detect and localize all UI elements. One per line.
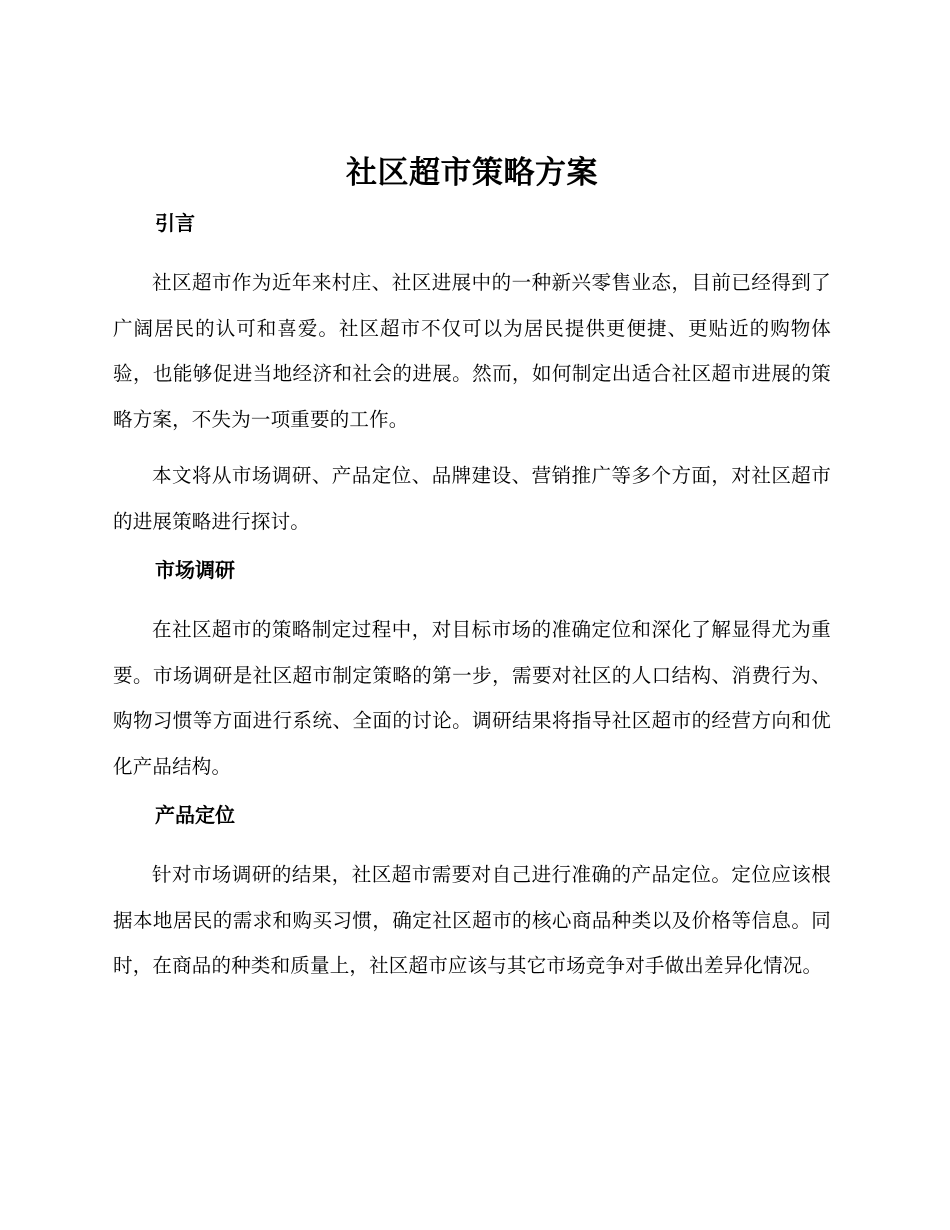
paragraph: 针对市场调研的结果，社区超市需要对自己进行准确的产品定位。定位应该根据本地居民的需求和购买习惯，确定社区超市的核心商品种类以及价格等信息。同时，在商品的种类和质量上，社区超市应该与其它市场竞争对手做出差异化情况。 [113, 863, 831, 977]
section-heading: 产品定位 [155, 803, 235, 827]
section-heading: 引言 [155, 211, 195, 235]
section-market-research [113, 555, 831, 789]
section-introduction [113, 208, 831, 544]
section-heading: 市场调研 [155, 558, 235, 582]
section-product-positioning [113, 800, 831, 989]
paragraph: 社区超市作为近年来村庄、社区进展中的一种新兴零售业态，目前已经得到了广阔居民的认可和喜爱。社区超市不仅可以为居民提供更便捷、更贴近的购物体验，也能够促进当地经济和社会的进展。然而，如何制定出适合社区超市进展的策略方案，不失为一项重要的工作。 [113, 271, 831, 431]
document-page [113, 148, 831, 1000]
paragraph: 在社区超市的策略制定过程中，对目标市场的准确定位和深化了解显得尤为重要。市场调研是社区超市制定策略的第一步，需要对社区的人口结构、消费行为、购物习惯等方面进行系统、全面的讨论。调研结果将指导社区超市的经营方向和优化产品结构。 [113, 618, 831, 778]
paragraph: 本文将从市场调研、产品定位、品牌建设、营销推广等多个方面，对社区超市的进展策略进行探讨。 [113, 464, 831, 533]
document-title: 社区超市策略方案 [346, 155, 598, 191]
